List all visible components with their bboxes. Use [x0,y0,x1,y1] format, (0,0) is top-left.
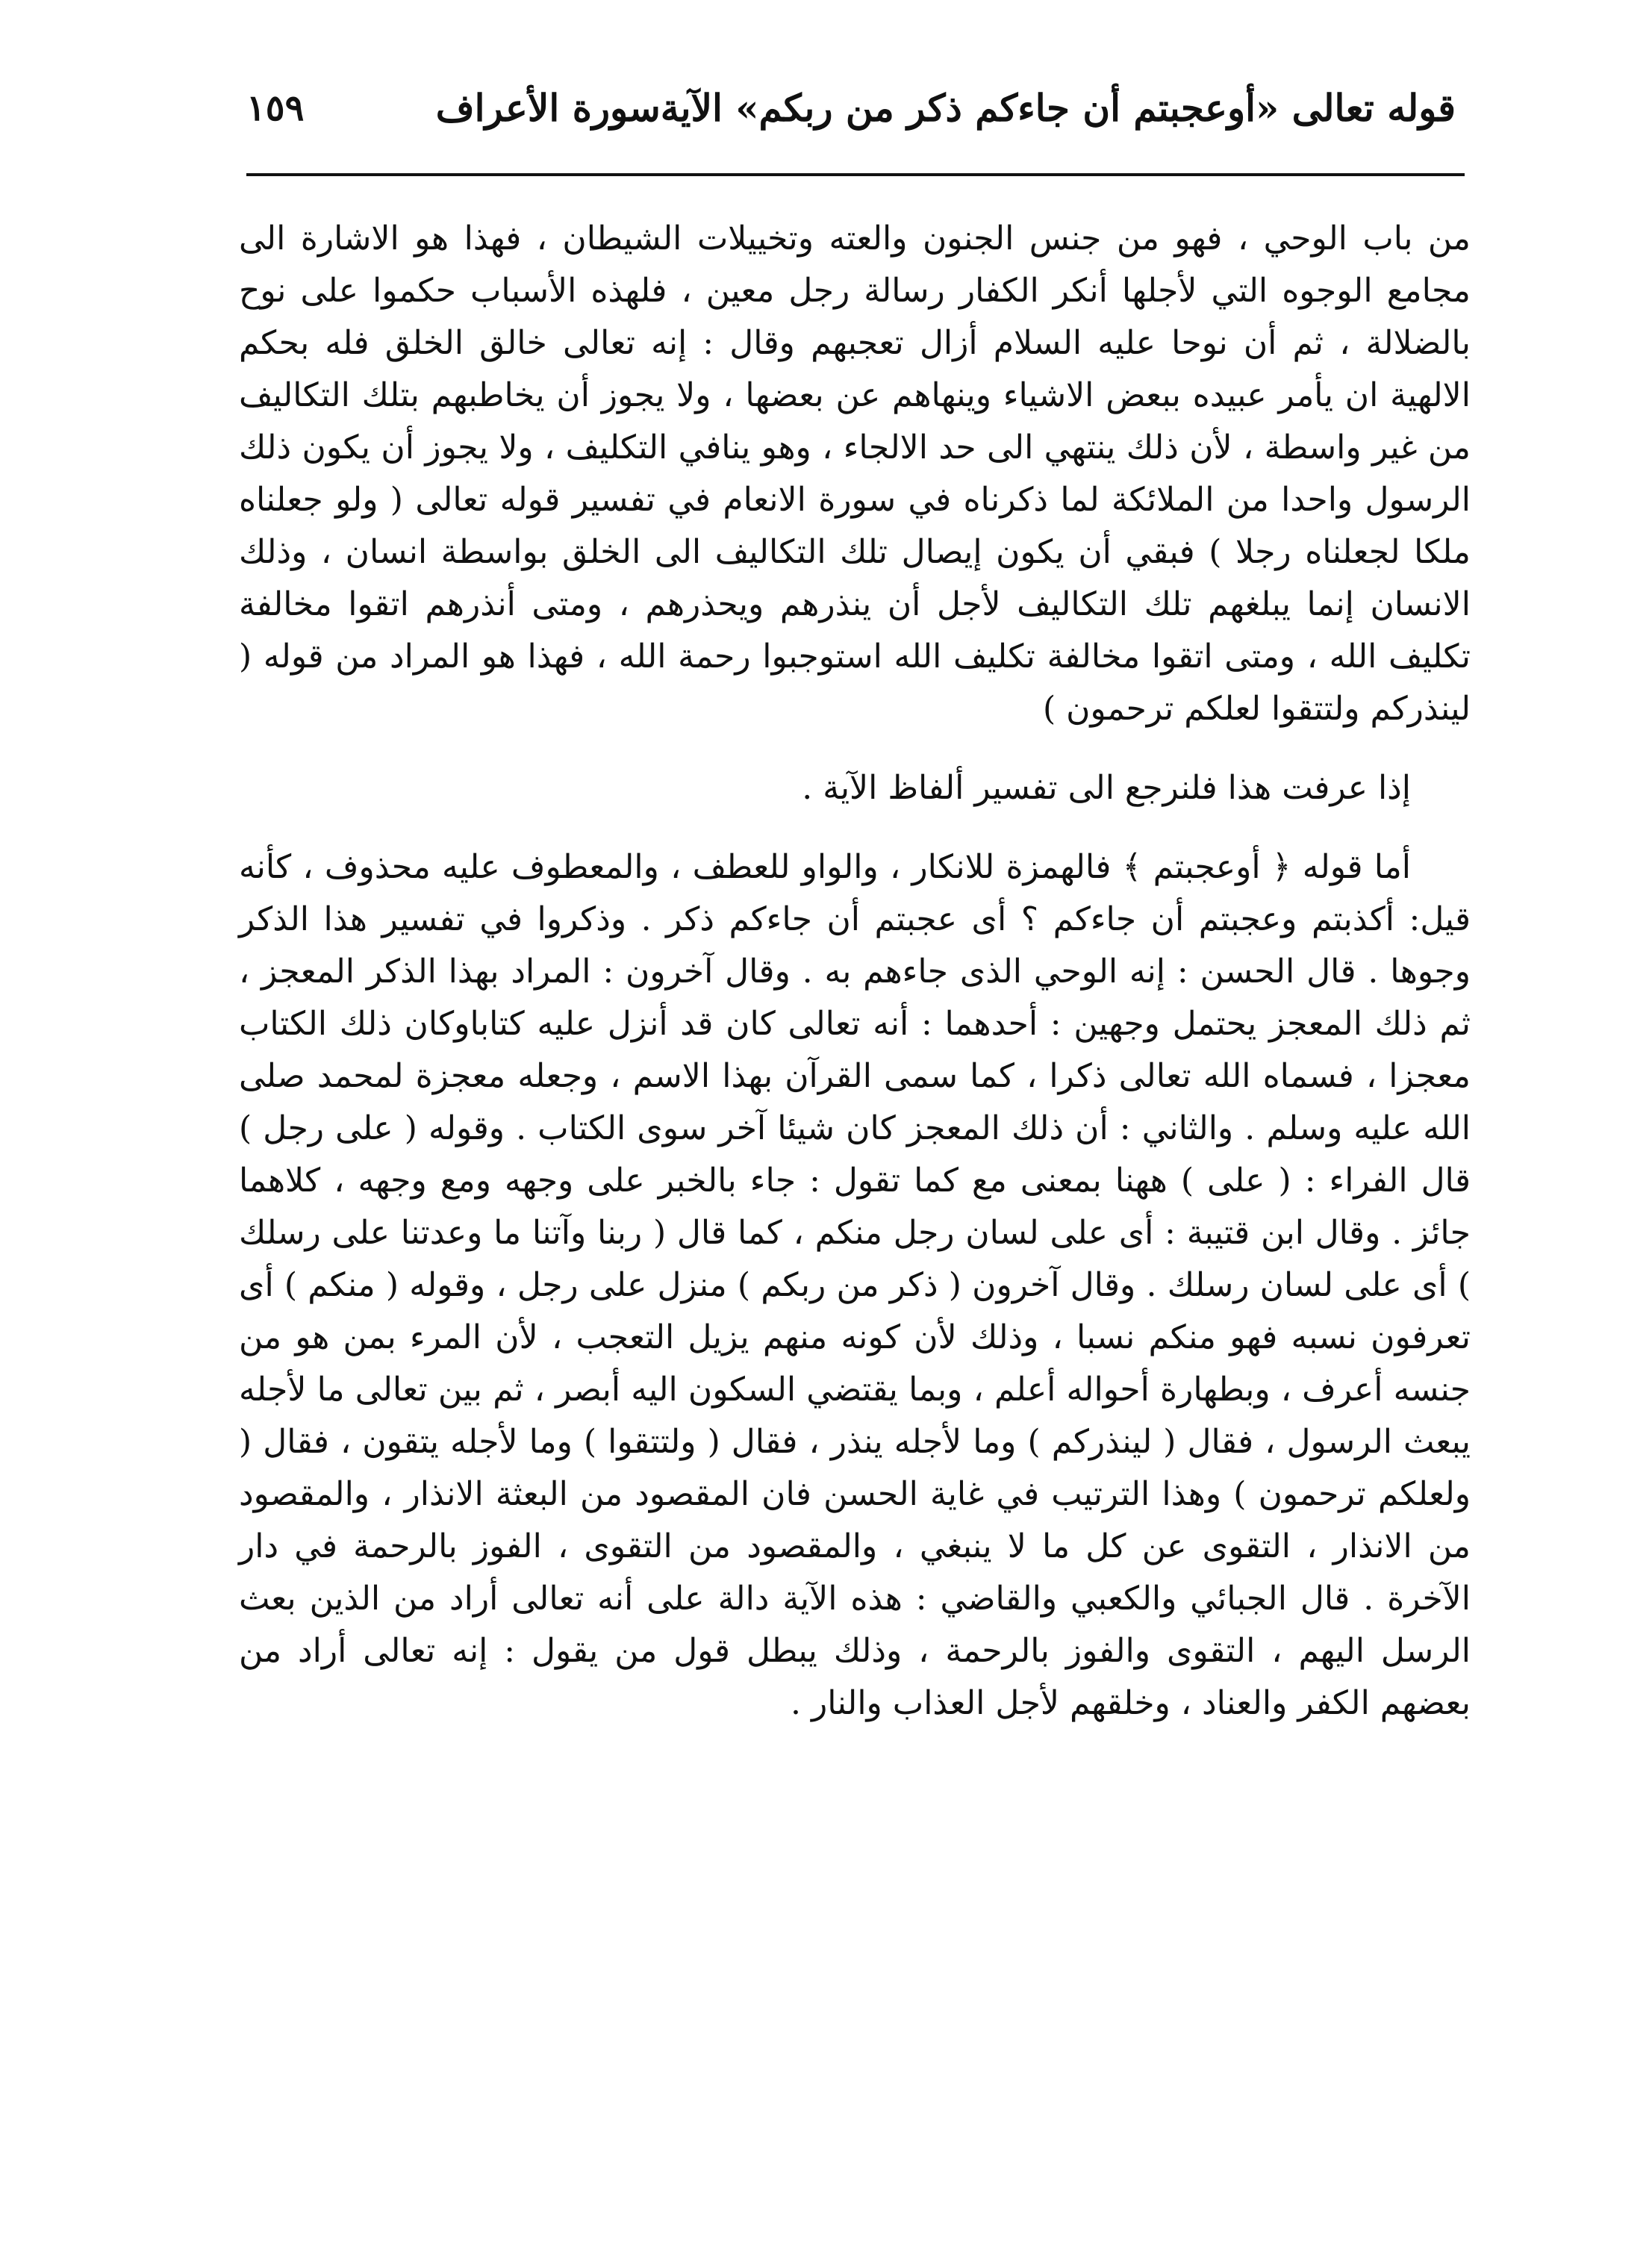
header-rule [246,173,1465,176]
paragraph-continued: من باب الوحي ، فهو من جنس الجنون والعته وتخييلات الشيطان ، فهذا هو الاشارة الى مجامع الوجوه التي لأجلها أنكر الكفار رسالة رجل معين ، فلهذه الأسباب حكموا على نوح بالضلالة ، ثم أن نوحا عليه السلام أزال تعجبهم وقال : إنه تعالى خالق الخلق فله بحكم الالهية ان يأمر عبيده ببعض الاشياء وينهاهم عن بعضها ، ولا يجوز أن يخاطبهم بتلك التكاليف من غير واسطة ، لأن ذلك ينتهي الى حد الالجاء ، وهو ينافي التكليف ، ولا يجوز أن يكون ذلك الرسول واحدا من الملائكة لما ذكرناه في سورة الانعام في تفسير قوله تعالى ( ولو جعلناه ملكا لجعلناه رجلا ) فبقي أن يكون إيصال تلك التكاليف الى الخلق بواسطة انسان ، وذلك الانسان إنما يبلغهم تلك التكاليف لأجل أن ينذرهم ويحذرهم ، ومتى أنذرهم اتقوا مخالفة تكليف الله ، ومتى اتقوا مخالفة تكليف الله استوجبوا رحمة الله ، فهذا هو المراد من قوله ( لينذركم ولتتقوا لعلكم ترحمون ) [239,219,1471,728]
paragraph-commentary: أما قوله ﴿ أوعجبتم ﴾ فالهمزة للانكار ، والواو للعطف ، والمعطوف عليه محذوف ، كأنه قيل: أكذبتم وعجبتم أن جاءكم ؟ أى عجبتم أن جاءكم ذكر . وذكروا في تفسير هذا الذكر وجوها . قال الحسن : إنه الوحي الذى جاءهم به . وقال آخرون : المراد بهذا الذكر المعجز ، ثم ذلك المعجز يحتمل وجهين : أحدهما : أنه تعالى كان قد أنزل عليه كتاباوكان ذلك الكتاب معجزا ، فسماه الله تعالى ذكرا ، كما سمى القرآن بهذا الاسم ، وجعله معجزة لمحمد صلى الله عليه وسلم . والثاني : أن ذلك المعجز كان شيئا آخر سوى الكتاب . وقوله ( على رجل ) قال الفراء : ( على ) ههنا بمعنى مع كما تقول : جاء بالخبر على وجهه ومع وجهه ، كلاهما جائز . وقال ابن قتيبة : أى على لسان رجل منكم ، كما قال ( ربنا وآتنا ما وعدتنا على رسلك ) أى على لسان رسلك . وقال آخرون ( ذكر من ربكم ) منزل على رجل ، وقوله ( منكم ) أى تعرفون نسبه فهو منكم نسبا ، وذلك لأن كونه منهم يزيل التعجب ، لأن المرء بمن هو من جنسه أعرف ، وبطهارة أحواله أعلم ، وبما يقتضي السكون اليه أبصر ، ثم بين تعالى ما لأجله يبعث الرسول ، فقال ( لينذركم ) وما لأجله ينذر ، فقال ( ولتتقوا ) وما لأجله يتقون ، فقال ( ولعلكم ترحمون ) وهذا الترتيب في غاية الحسن فان المقصود من البعثة الانذار ، والمقصود من الانذار ، التقوى عن كل ما لا ينبغي ، والمقصود من التقوى ، الفوز بالرحمة في دار الآخرة . قال الجبائي والكعبي والقاضي : هذه الآية دالة على أنه تعالى أراد من الذين بعث الرسل اليهم ، التقوى والفوز بالرحمة ، وذلك يبطل قول من يقول : إنه تعالى أراد من بعضهم الكفر والعناد ، وخلقهم لأجل العذاب والنار . [239,848,1471,1722]
main-text [239,213,1471,1730]
page-number: ١٥٩ [246,87,305,129]
running-header [246,75,1456,142]
header-title: قوله تعالى «أوعجبتم أن جاءكم ذكر من ربكم» الآيةسورة الأعراف [435,86,1456,130]
paragraph-transition: إذا عرفت هذا فلنرجع الى تفسير ألفاظ الآية . [802,769,1411,807]
